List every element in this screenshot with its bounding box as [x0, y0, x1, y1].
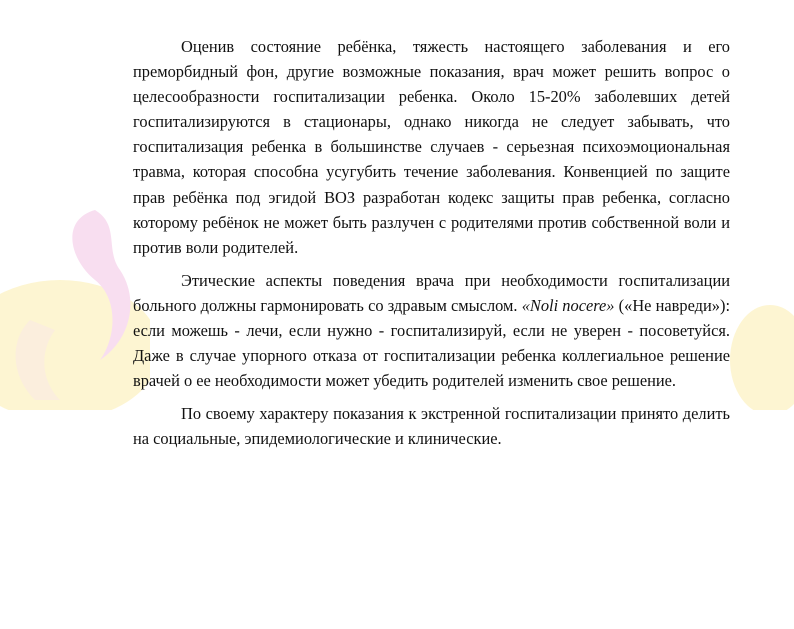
- paragraph-indications: По своему характеру показания к экстренной госпитализации принято делить на социальные, эпидемиологические и клинические.: [133, 404, 730, 449]
- document-body: [133, 34, 730, 460]
- paragraph-hospitalization-decision: Оценив состояние ребёнка, тяжесть настоящего заболевания и его преморбидный фон, другие возможные показания, врач может решить вопрос о целесообразности госпитализации ребенка. Около 15-20% заболевших детей госпитализируются в стационары, однако никогда не следует забывать, что госпитализация ребенка в большинстве случаев - серьезная психоэмоциональная травма, которая способна усугубить течение заболевания. Конвенцией по защите прав ребёнка под эгидой ВОЗ разработан кодекс защиты прав ребенка, согласно которому ребёнок не может быть разлучен с родителями против собственной воли и против воли родителей.: [133, 37, 730, 257]
- watermark-shape-icon: [720, 300, 794, 410]
- watermark-shape-icon: [0, 200, 150, 410]
- paragraph-text-end: («Не навреди»): если можешь - лечи, если нужно - госпитализируй, если не уверен - посоветуйся. Даже в случае упорного отказа от госпитализации ребенка коллегиальное решение врачей о ее необходимости может убедить родителей изменить свое решение.: [133, 295, 730, 391]
- watermark-logo-left: [0, 200, 150, 410]
- latin-phrase: «Noli nocere»: [521, 295, 615, 315]
- watermark-logo-right: [720, 300, 794, 410]
- paragraph-ethical-aspects: [133, 268, 730, 393]
- paragraph-text-start: Этические аспекты поведения врача при необходимости госпитализации больного должны гармонировать со здравым смыслом.: [133, 270, 730, 315]
